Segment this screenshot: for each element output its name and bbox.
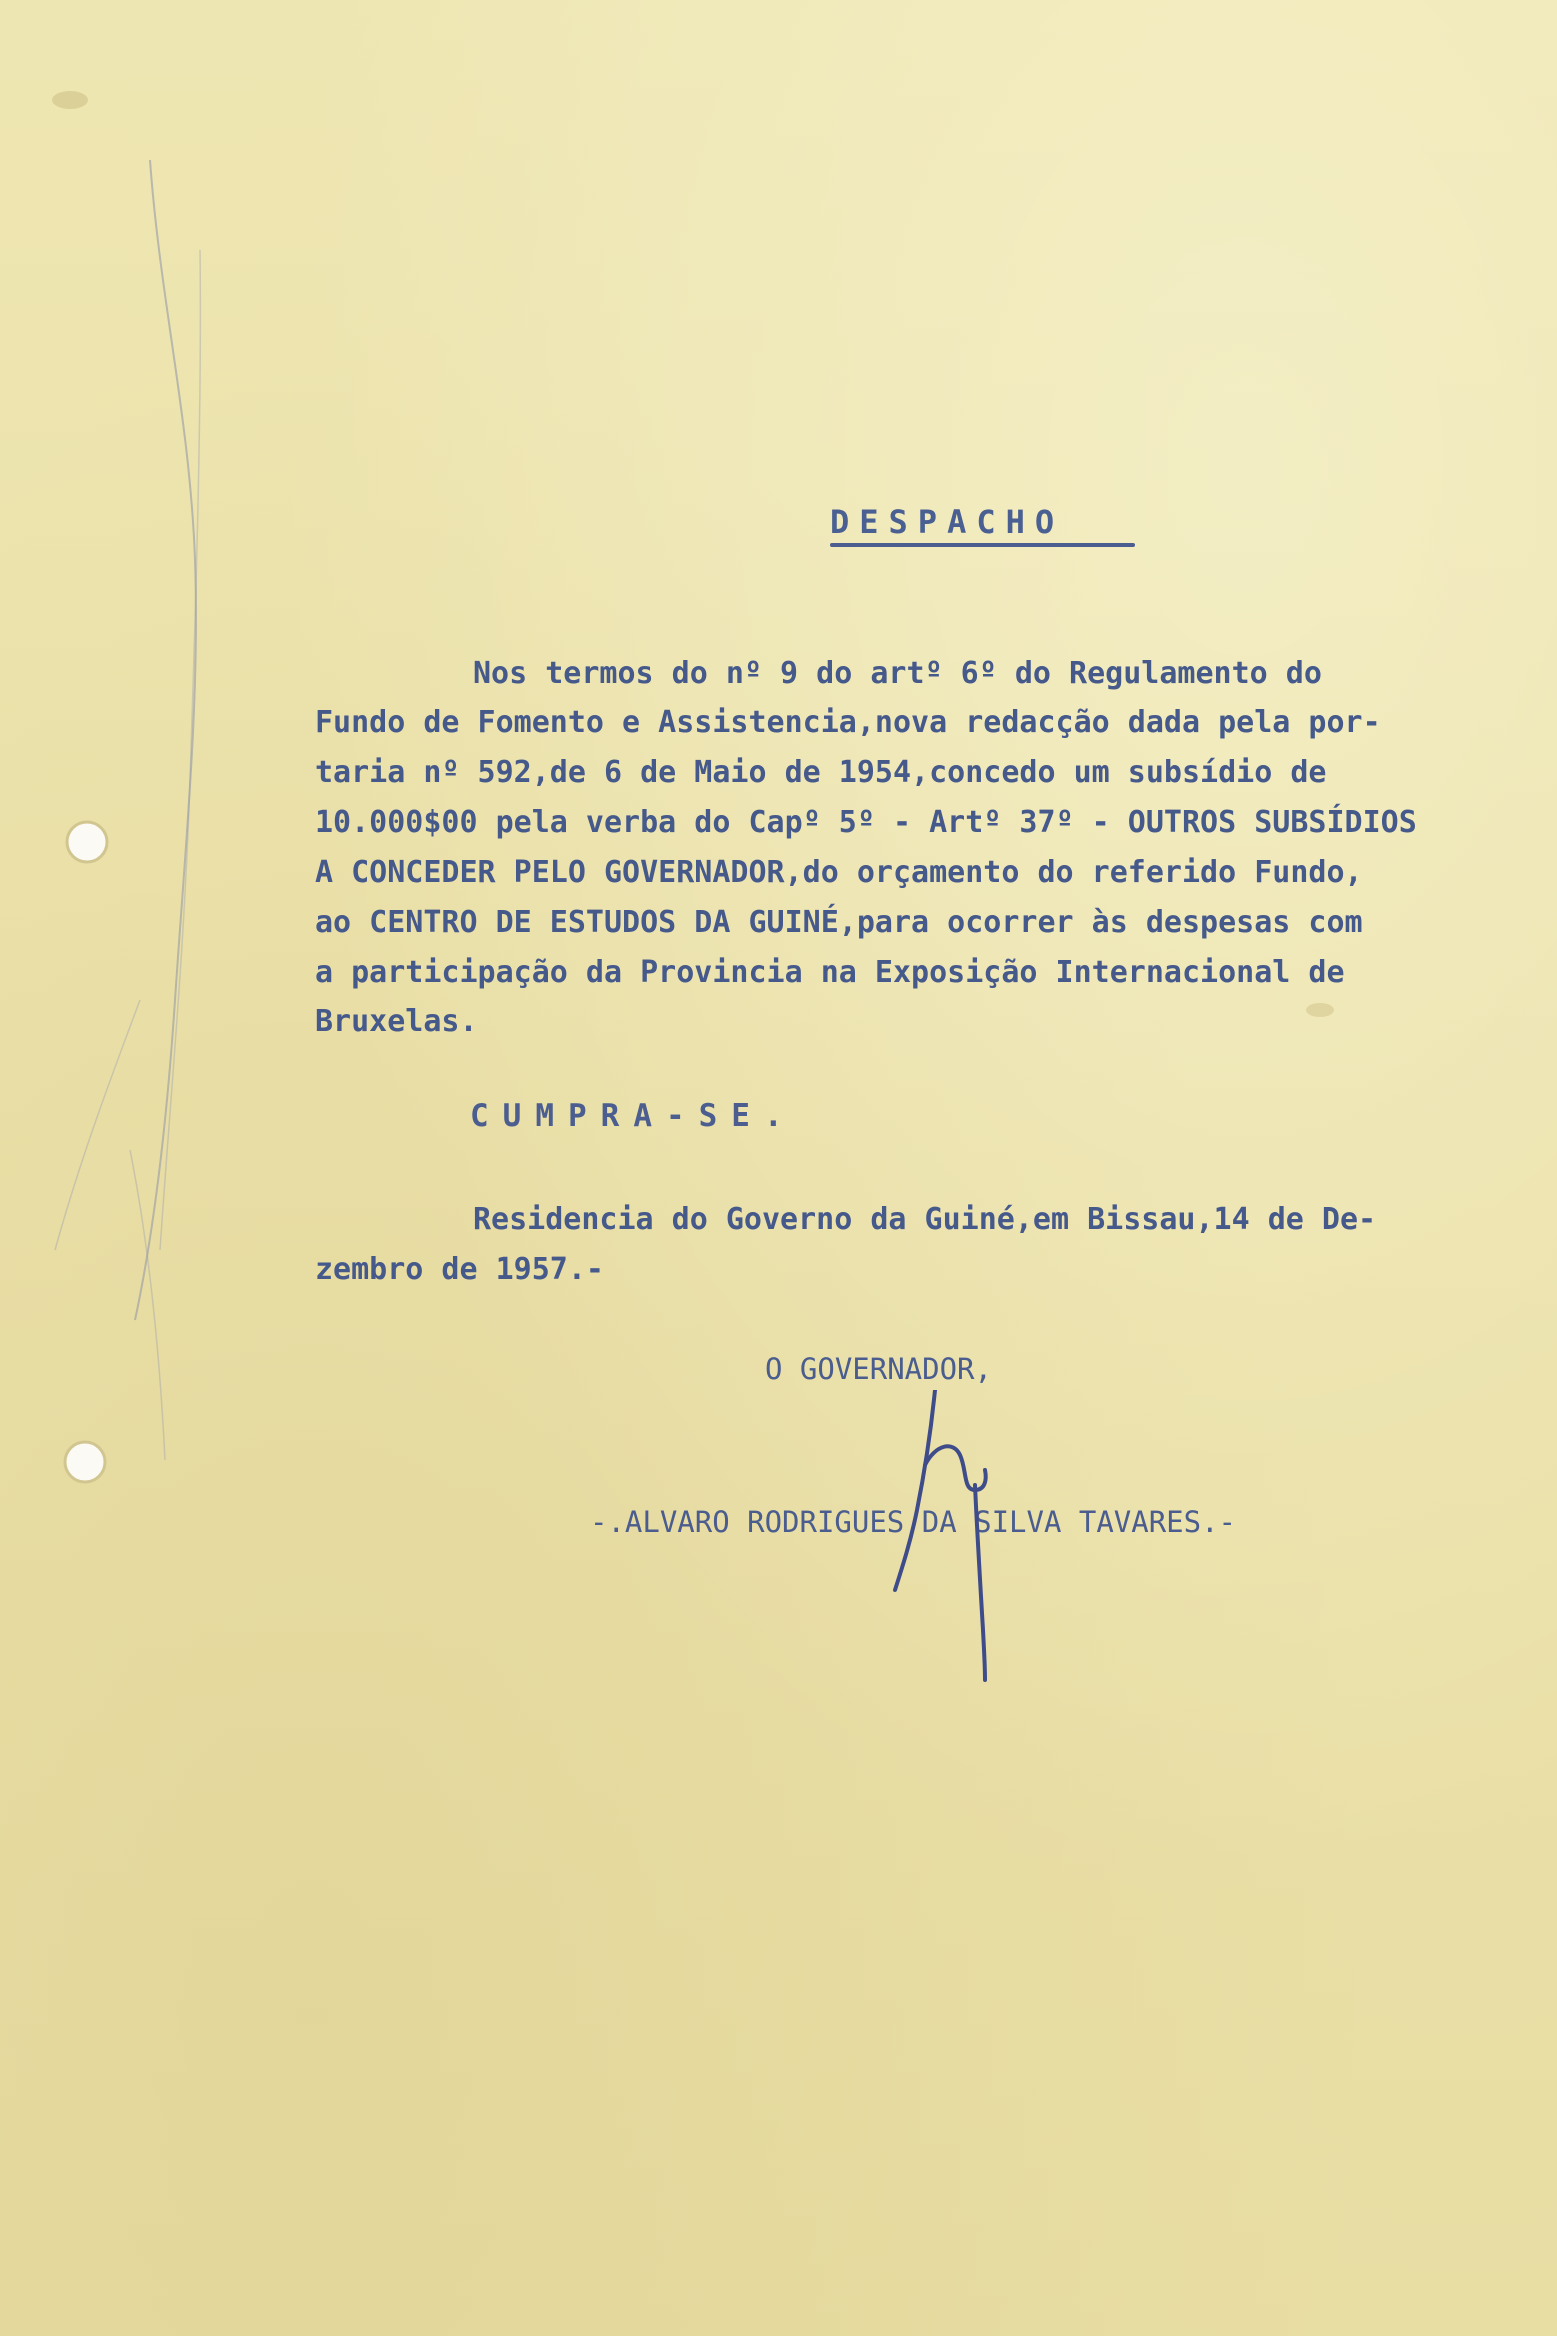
body-line: Nos termos do nº 9 do artº 6º do Regulamento do bbox=[473, 656, 1322, 691]
body-line: 10.000$00 pela verba do Capº 5º - Artº 37º - OUTROS SUBSÍDIOS bbox=[315, 805, 1417, 840]
cumpra-se-line: CUMPRA-SE. bbox=[470, 1098, 797, 1134]
place-date-line: zembro de 1957.- bbox=[315, 1252, 604, 1287]
body-line: a participação da Provincia na Exposição Internacional de bbox=[315, 955, 1345, 990]
body-line: Bruxelas. bbox=[315, 1004, 478, 1039]
punch-hole-bottom bbox=[58, 1435, 112, 1489]
body-line: Fundo de Fomento e Assistencia,nova redacção dada pela por- bbox=[315, 705, 1381, 740]
body-line: ao CENTRO DE ESTUDOS DA GUINÉ,para ocorrer às despesas com bbox=[315, 905, 1363, 940]
body-line: A CONCEDER PELO GOVERNADOR,do orçamento do referido Fundo, bbox=[315, 855, 1363, 890]
paper-stain bbox=[1290, 990, 1350, 1030]
punch-hole-top bbox=[60, 815, 114, 869]
paper-stain bbox=[40, 80, 100, 120]
governor-name: -.ALVARO RODRIGUES DA SILVA TAVARES.- bbox=[590, 1505, 1237, 1539]
governor-title: O GOVERNADOR, bbox=[765, 1352, 992, 1386]
document-title: DESPACHO bbox=[830, 503, 1065, 541]
handwritten-signature bbox=[835, 1390, 1035, 1690]
title-underline bbox=[830, 543, 1135, 547]
body-line: taria nº 592,de 6 de Maio de 1954,concedo um subsídio de bbox=[315, 755, 1327, 790]
place-date-line: Residencia do Governo da Guiné,em Bissau,14 de De- bbox=[473, 1202, 1377, 1237]
